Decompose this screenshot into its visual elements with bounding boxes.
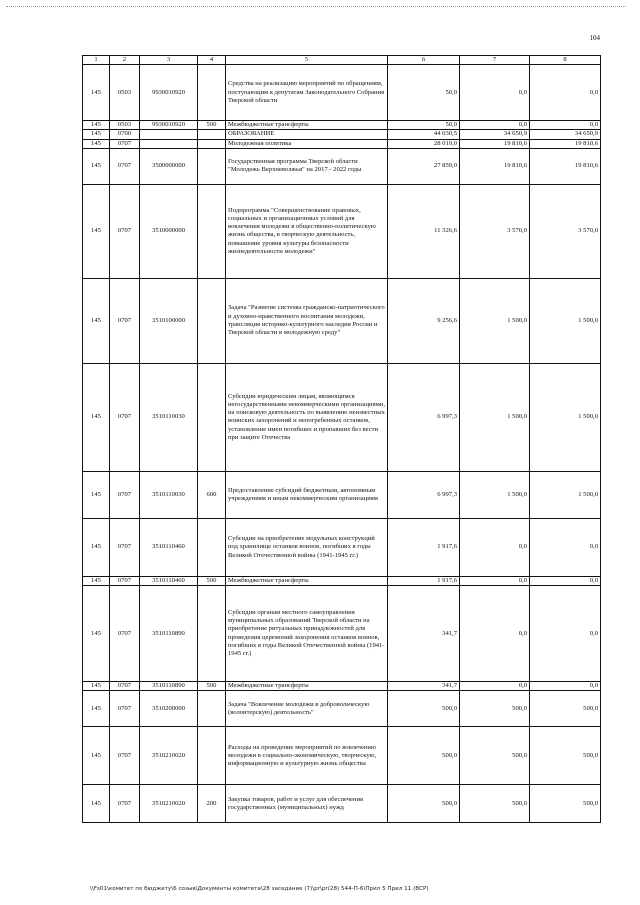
cell-expense-type: 600 [198, 471, 226, 518]
cell-amount-col6: 11 326,6 [388, 184, 460, 278]
cell-target-article [140, 130, 198, 139]
table-row [83, 471, 601, 518]
cell-amount-col8: 0,0 [530, 518, 601, 576]
cell-expense-type [198, 130, 226, 139]
cell-name: Межбюджетные трансферты [226, 682, 388, 691]
cell-name: Субсидии на приобретение модульных конструкций под хранилище останков воинов, погибших в годы Великой Отечественной войны (1941-1945 гг.) [226, 518, 388, 576]
cell-admin-code: 145 [83, 691, 110, 727]
cell-amount-col6: 28 019,0 [388, 139, 460, 148]
cell-amount-col6: 1 917,6 [388, 518, 460, 576]
cell-target-article: 3510000000 [140, 184, 198, 278]
cell-amount-col6: 1 917,6 [388, 576, 460, 585]
cell-name: Задача "Развитие системы гражданско-патриотического и духовно-нравственного воспитания молодежи, трансляция историко-культурного наследия России и Тверской области в молодежную среду" [226, 278, 388, 363]
cell-amount-col7: 19 810,6 [460, 148, 530, 184]
header-cell-1: 1 [83, 56, 110, 65]
cell-target-article: 3510210020 [140, 727, 198, 785]
cell-target-article: 3510110460 [140, 576, 198, 585]
cell-amount-col7: 0,0 [460, 121, 530, 130]
cell-expense-type [198, 65, 226, 121]
cell-amount-col7: 0,0 [460, 65, 530, 121]
cell-admin-code: 145 [83, 518, 110, 576]
cell-name: Молодежная политика [226, 139, 388, 148]
cell-name: Субсидии юридическим лицам, являющимся негосударственными некоммерческими организациями, на поисковую деятельность по выявлению неизвестных воинских захоронений и непогребенных останков, установление имен погибших и пропавших без вести при защите Отечества [226, 363, 388, 471]
cell-target-article: 3510110460 [140, 518, 198, 576]
cell-section: 0707 [110, 682, 140, 691]
cell-amount-col7: 1 500,0 [460, 278, 530, 363]
cell-expense-type: 200 [198, 785, 226, 823]
cell-admin-code: 145 [83, 727, 110, 785]
table-row [83, 785, 601, 823]
cell-section: 0707 [110, 184, 140, 278]
cell-section: 0707 [110, 727, 140, 785]
header-cell-2: 2 [110, 56, 140, 65]
cell-amount-col6: 9 256,6 [388, 278, 460, 363]
page-number: 104 [589, 34, 600, 42]
cell-name: Предоставление субсидий бюджетным, автономным учреждениям и иным некоммерческим организациям [226, 471, 388, 518]
cell-amount-col7: 3 570,0 [460, 184, 530, 278]
cell-amount-col7: 500,0 [460, 691, 530, 727]
cell-amount-col6: 27 859,0 [388, 148, 460, 184]
cell-expense-type [198, 278, 226, 363]
header-cell-7: 7 [460, 56, 530, 65]
cell-admin-code: 145 [83, 576, 110, 585]
cell-amount-col6: 50,0 [388, 65, 460, 121]
cell-amount-col6: 6 997,3 [388, 471, 460, 518]
cell-target-article: 3510110030 [140, 363, 198, 471]
cell-name: Подпрограмма "Совершенствование правовых, социальных и организационных условий для вовлечения молодежи в общественно-политическую жизнь общества, в творческую деятельность, повышение уровня культуры безопасности жизнедеятельности молодежи" [226, 184, 388, 278]
cell-amount-col7: 0,0 [460, 586, 530, 682]
cell-amount-col6: 50,0 [388, 121, 460, 130]
file-path-footer: \\Fs01\комитет по бюджету\6 созыв\Документы комитета\28 заседание (7)\pr\pr(28) 544-П-6\Прил 5 Прил 11 (ВСР) [90, 886, 429, 892]
scan-top-edge [6, 6, 626, 8]
cell-admin-code: 145 [83, 471, 110, 518]
cell-expense-type [198, 727, 226, 785]
cell-expense-type: 500 [198, 576, 226, 585]
cell-section: 0707 [110, 586, 140, 682]
cell-amount-col8: 0,0 [530, 65, 601, 121]
cell-amount-col7: 500,0 [460, 727, 530, 785]
cell-amount-col7: 500,0 [460, 785, 530, 823]
cell-name: Межбюджетные трансферты [226, 576, 388, 585]
header-cell-6: 6 [388, 56, 460, 65]
table-row [83, 586, 601, 682]
cell-amount-col6: 500,0 [388, 785, 460, 823]
cell-amount-col8: 500,0 [530, 691, 601, 727]
table-row [83, 184, 601, 278]
cell-amount-col6: 500,0 [388, 727, 460, 785]
cell-admin-code: 145 [83, 184, 110, 278]
cell-amount-col7: 0,0 [460, 682, 530, 691]
table-row [83, 727, 601, 785]
cell-target-article: 3510200000 [140, 691, 198, 727]
cell-section: 0503 [110, 65, 140, 121]
cell-amount-col8: 3 570,0 [530, 184, 601, 278]
cell-amount-col6: 341,7 [388, 586, 460, 682]
cell-amount-col6: 6 997,3 [388, 363, 460, 471]
header-cell-8: 8 [530, 56, 601, 65]
cell-section: 0707 [110, 785, 140, 823]
cell-admin-code: 145 [83, 278, 110, 363]
cell-section: 0707 [110, 691, 140, 727]
budget-table [82, 55, 601, 823]
table-row [83, 65, 601, 121]
cell-section: 0707 [110, 518, 140, 576]
cell-amount-col8: 500,0 [530, 727, 601, 785]
cell-amount-col8: 500,0 [530, 785, 601, 823]
header-cell-3: 3 [140, 56, 198, 65]
cell-section: 0707 [110, 471, 140, 518]
cell-target-article: 9930010920 [140, 121, 198, 130]
cell-amount-col7: 19 810,6 [460, 139, 530, 148]
cell-amount-col6: 44 030,5 [388, 130, 460, 139]
cell-amount-col7: 1 500,0 [460, 363, 530, 471]
cell-admin-code: 145 [83, 65, 110, 121]
cell-target-article: 3500000000 [140, 148, 198, 184]
cell-section: 0707 [110, 576, 140, 585]
cell-amount-col8: 19 810,6 [530, 139, 601, 148]
cell-section: 0700 [110, 130, 140, 139]
cell-amount-col7: 34 650,9 [460, 130, 530, 139]
cell-amount-col8: 0,0 [530, 576, 601, 585]
cell-admin-code: 145 [83, 586, 110, 682]
cell-expense-type [198, 691, 226, 727]
cell-admin-code: 145 [83, 682, 110, 691]
table-row [83, 130, 601, 139]
table-row [83, 278, 601, 363]
cell-admin-code: 145 [83, 121, 110, 130]
cell-admin-code: 145 [83, 785, 110, 823]
cell-target-article [140, 139, 198, 148]
cell-amount-col8: 1 500,0 [530, 363, 601, 471]
cell-admin-code: 145 [83, 139, 110, 148]
table-row [83, 691, 601, 727]
header-cell-5: 5 [226, 56, 388, 65]
table-row [83, 139, 601, 148]
cell-amount-col6: 500,0 [388, 691, 460, 727]
cell-expense-type: 500 [198, 682, 226, 691]
cell-amount-col8: 0,0 [530, 682, 601, 691]
cell-name: Задача "Вовлечение молодежи в добровольческую (волонтерскую) деятельность" [226, 691, 388, 727]
cell-amount-col8: 1 500,0 [530, 278, 601, 363]
cell-expense-type [198, 586, 226, 682]
cell-name: Расходы на проведение мероприятий по вовлечению молодежи в социально-экономическую, творческую, информационную и культурную жизнь общества [226, 727, 388, 785]
cell-admin-code: 145 [83, 363, 110, 471]
table-row [83, 363, 601, 471]
table-row [83, 682, 601, 691]
cell-amount-col7: 1 500,0 [460, 471, 530, 518]
cell-section: 0707 [110, 278, 140, 363]
cell-expense-type [198, 363, 226, 471]
cell-name: Субсидии органам местного самоуправления муниципальных образований Тверской области на приобретение ритуальных принадлежностей для проведения церемоний захоронения останков воинов, погибших в годы Великой Отечественной войны (1941-1945 гг.) [226, 586, 388, 682]
cell-name: Средства на реализацию мероприятий по обращениям, поступающим к депутатам Законодательного Собрания Тверской области [226, 65, 388, 121]
cell-name: Межбюджетные трансферты [226, 121, 388, 130]
cell-admin-code: 145 [83, 148, 110, 184]
cell-section: 0707 [110, 363, 140, 471]
cell-amount-col8: 0,0 [530, 586, 601, 682]
cell-expense-type [198, 184, 226, 278]
cell-expense-type [198, 148, 226, 184]
cell-expense-type: 500 [198, 121, 226, 130]
cell-target-article: 9930010920 [140, 65, 198, 121]
cell-section: 0503 [110, 121, 140, 130]
cell-expense-type [198, 518, 226, 576]
table-row [83, 148, 601, 184]
header-cell-4: 4 [198, 56, 226, 65]
table-row [83, 518, 601, 576]
cell-expense-type [198, 139, 226, 148]
table-row [83, 576, 601, 585]
cell-section: 0707 [110, 139, 140, 148]
cell-amount-col8: 19 810,6 [530, 148, 601, 184]
cell-target-article: 3510110890 [140, 586, 198, 682]
cell-amount-col8: 34 650,9 [530, 130, 601, 139]
cell-amount-col8: 0,0 [530, 121, 601, 130]
cell-name: Закупка товаров, работ и услуг для обеспечения государственных (муниципальных) нужд [226, 785, 388, 823]
table-header-row [83, 56, 601, 65]
cell-target-article: 3510110890 [140, 682, 198, 691]
cell-name: ОБРАЗОВАНИЕ [226, 130, 388, 139]
cell-target-article: 3510100000 [140, 278, 198, 363]
table-row [83, 121, 601, 130]
cell-amount-col6: 341,7 [388, 682, 460, 691]
cell-admin-code: 145 [83, 130, 110, 139]
cell-name: Государственная программа Тверской области "Молодежь Верхневолжья" на 2017 - 2022 годы [226, 148, 388, 184]
cell-amount-col7: 0,0 [460, 518, 530, 576]
cell-target-article: 3510210020 [140, 785, 198, 823]
cell-section: 0707 [110, 148, 140, 184]
cell-amount-col7: 0,0 [460, 576, 530, 585]
cell-amount-col8: 1 500,0 [530, 471, 601, 518]
cell-target-article: 3510110030 [140, 471, 198, 518]
